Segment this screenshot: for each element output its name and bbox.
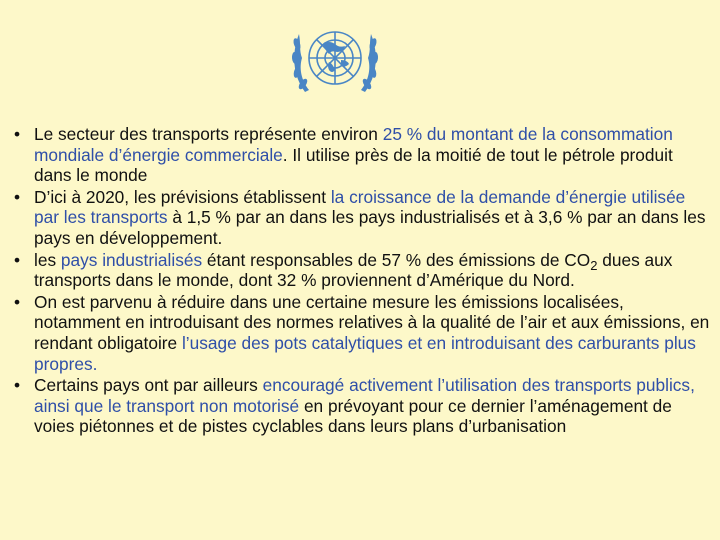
highlighted-text: la croissance de la demande d’énergie utilisée par les transports [34, 186, 686, 228]
highlighted-text: encouragé activement l’utilisation des transports publics [262, 375, 691, 396]
bullet-marker: • [13, 186, 21, 207]
highlighted-text: 25 % du montant de la consommation mondiale d’énergie commerciale [34, 124, 673, 165]
bullet-text: D’ici à 2020, les prévisions établissent [34, 186, 331, 207]
highlighted-text: pays industrialisés [60, 249, 203, 270]
highlighted-text: , ainsi que le transport non motorisé [34, 375, 695, 416]
bullet-item [10, 292, 710, 374]
bullet-text: dues aux transports dans le monde, dont 32 % proviennent d’Amérique du Nord. [34, 249, 673, 291]
bullet-text: On est parvenu à réduire dans une certaine mesure les émissions localisées, notamment en introduisant des normes relatives à la qualité de l’air et aux émissions, en rendant obligatoire [34, 291, 710, 353]
united-nations-emblem-icon [285, 14, 385, 110]
bullet-text: à 1,5 % par an dans les pays industrialisés et à 3,6 % par an dans les pays en développement. [34, 207, 706, 248]
bullet-text: les [34, 249, 61, 270]
bullet-text: Le secteur des transports représente environ [34, 124, 383, 144]
bullet-text: . Il utilise près de la moitié de tout le pétrole produit dans le monde [34, 144, 673, 186]
highlighted-text: l’usage des pots catalytiques et en introduisant des carburants plus propres. [34, 332, 696, 374]
bullet-item [10, 250, 710, 291]
subscript-text: 2 [590, 257, 598, 273]
bullet-marker: • [13, 375, 21, 396]
bullet-marker: • [13, 249, 21, 270]
bullet-item [10, 187, 710, 249]
bullet-marker: • [13, 124, 21, 144]
bullet-marker: • [13, 291, 21, 312]
bullet-text: Certains pays ont par ailleurs [34, 375, 263, 396]
bullet-text: en prévoyant pour ce dernier l’aménagement de voies piétonnes et de pistes cyclables dans leurs plans d’urbanisation [34, 395, 672, 437]
bullet-text: étant responsables de 57 % des émissions de CO [202, 249, 591, 270]
bullet-list [10, 124, 710, 438]
bullet-item [10, 375, 710, 437]
bullet-item [10, 124, 710, 186]
